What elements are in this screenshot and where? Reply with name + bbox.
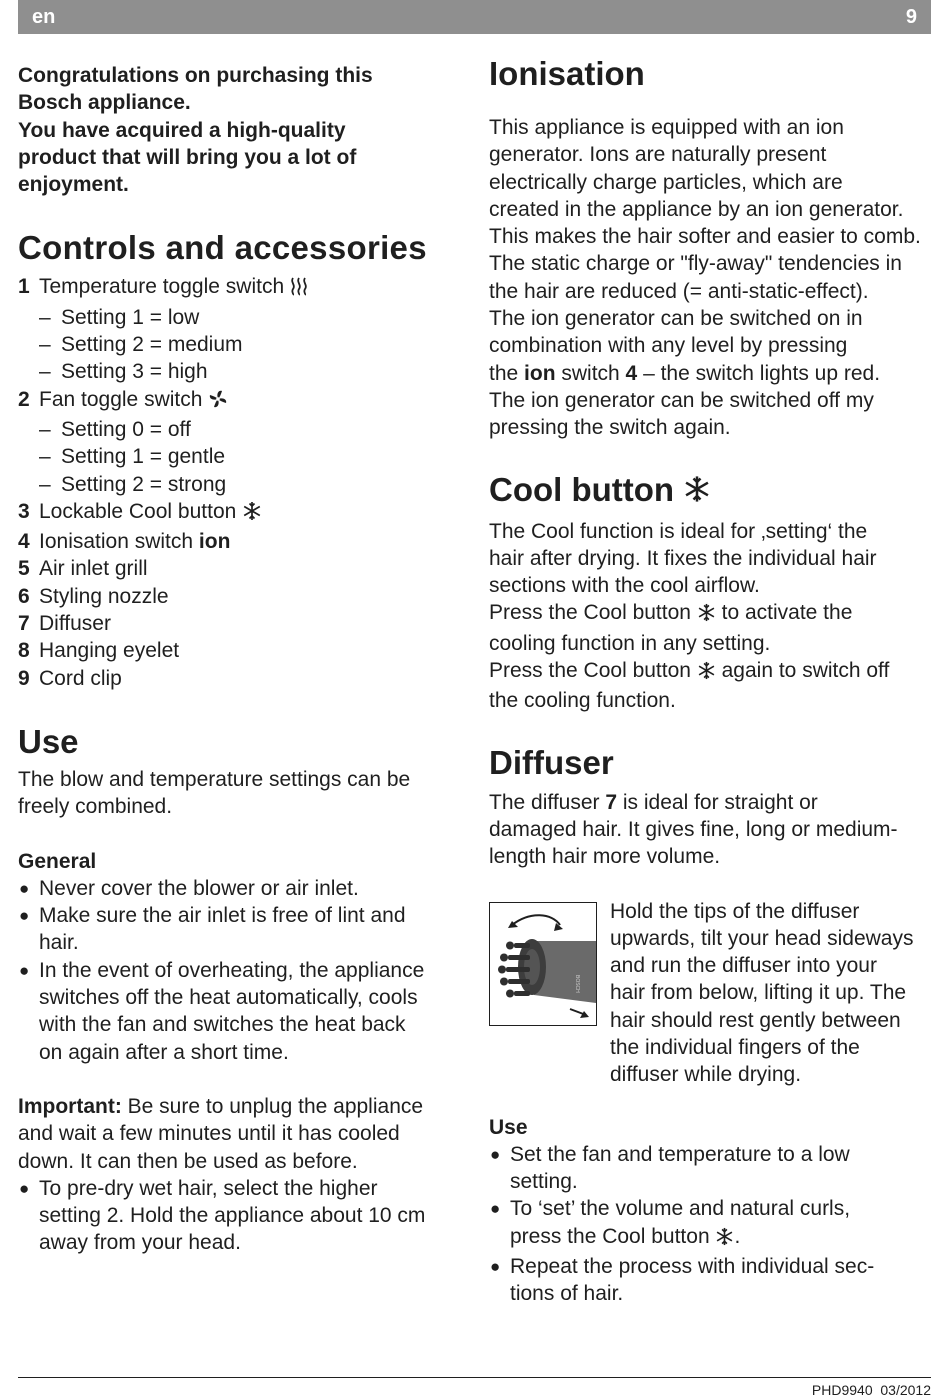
text-line: combination with any level by pressing — [489, 334, 848, 358]
list-item — [489, 1253, 931, 1308]
important-label: Important: — [18, 1094, 122, 1118]
text-line — [18, 1093, 458, 1120]
use-heading: Use — [18, 722, 79, 760]
text-span: . — [734, 1224, 741, 1248]
text-span: Press the Cool button — [489, 659, 697, 683]
item-label: Cord clip — [39, 666, 122, 690]
item-number: 4 — [18, 530, 30, 554]
text-line: away from your head. — [39, 1231, 241, 1255]
text-line: upwards, tilt your head sideways — [610, 926, 914, 950]
text-line: and run the diffuser into your — [610, 954, 877, 978]
text-line: Set the fan and temperature to a low — [510, 1142, 850, 1166]
right-column — [489, 54, 931, 1308]
item-label: Hanging eyelet — [39, 639, 180, 663]
text-line: hair after drying. It fixes the individual hair — [489, 546, 877, 570]
text-line — [489, 657, 931, 687]
cool-paragraph — [489, 518, 931, 715]
text-line: The blow and temperature settings can be — [18, 767, 411, 791]
text-line: tions of hair. — [510, 1282, 624, 1306]
general-heading: General — [18, 849, 97, 873]
text-line: To ‘set’ the volume and natural curls, — [510, 1197, 851, 1221]
ionisation-paragraph — [489, 114, 931, 442]
text-line: pressing the switch again. — [489, 416, 731, 440]
item-number: 1 — [18, 275, 30, 299]
important-paragraph — [18, 1093, 458, 1175]
dash: – — [39, 445, 51, 469]
diffuser-heading: Diffuser — [489, 743, 614, 781]
list-item — [18, 875, 458, 902]
text-span: Press the Cool button — [489, 601, 697, 625]
text-span: Be sure to unplug the appliance — [121, 1094, 424, 1118]
ionisation-heading: Ionisation — [489, 55, 645, 92]
text-line: The ion generator can be switched off my — [489, 388, 874, 412]
heading-text: Cool button — [489, 470, 675, 508]
list-item — [18, 304, 458, 331]
dash: – — [39, 333, 51, 357]
text-line: hair should rest gently between — [610, 1008, 901, 1032]
text-line — [489, 599, 931, 629]
page-number: 9 — [905, 6, 917, 28]
item-number: 6 — [18, 584, 30, 608]
bullet: ● — [19, 1178, 30, 1198]
text-line: Repeat the process with individual sec- — [510, 1255, 875, 1279]
text-line: The static charge or "fly-away" tendencies in — [489, 252, 902, 276]
item-number: 2 — [18, 387, 30, 411]
setting-text: Setting 2 = medium — [61, 333, 243, 357]
ion-label: ion — [198, 530, 231, 554]
text-span: again to switch off — [715, 659, 890, 683]
dash: – — [39, 472, 51, 496]
bullet: ● — [490, 1257, 501, 1277]
item-label: Styling nozzle — [39, 584, 169, 608]
text-line: hair. — [39, 931, 79, 955]
item-number: 3 — [18, 499, 30, 523]
diffuser-paragraph — [489, 789, 931, 871]
snowflake-icon — [697, 660, 716, 687]
dash: – — [39, 360, 51, 384]
setting-text: Setting 0 = off — [61, 417, 191, 441]
ion-label: ion — [524, 361, 556, 385]
item-label: Air inlet grill — [39, 557, 148, 581]
diffuser-illustration — [489, 902, 597, 1026]
snowflake-icon — [697, 602, 716, 629]
intro-line: You have acquired a high-quality — [18, 118, 346, 142]
text-line: switches off the heat automatically, cools — [39, 986, 418, 1010]
bullet: ● — [490, 1199, 501, 1219]
intro-paragraph — [18, 62, 458, 198]
intro-line: Bosch appliance. — [18, 91, 191, 115]
intro-line: enjoyment. — [18, 173, 129, 197]
bullet: ● — [490, 1144, 501, 1164]
list-item — [18, 358, 458, 385]
item-number: 7 — [605, 790, 618, 814]
text-line: and wait a few minutes until it has cooled — [18, 1122, 400, 1146]
text-span: switch — [555, 361, 626, 385]
use-paragraph — [18, 766, 458, 821]
list-item — [18, 498, 458, 528]
brand-text: BOSCH — [574, 974, 580, 993]
controls-list — [18, 273, 458, 691]
dash: – — [39, 417, 51, 441]
text-line — [510, 1223, 931, 1253]
item-label: Ionisation switch — [39, 530, 199, 554]
list-item — [489, 1141, 931, 1196]
text-line: length hair more volume. — [489, 845, 721, 869]
list-item — [18, 416, 458, 443]
item-label: Fan toggle switch — [39, 387, 203, 411]
text-line: This appliance is equipped with an ion — [489, 116, 844, 139]
diffuser-use-heading: Use — [489, 1115, 528, 1139]
text-line: To pre-dry wet hair, select the higher — [39, 1176, 378, 1200]
intro-line: Congratulations on purchasing this — [18, 64, 373, 87]
setting-text: Setting 1 = gentle — [61, 445, 226, 469]
dash: – — [39, 305, 51, 329]
snowflake-icon — [715, 1226, 734, 1253]
snowflake-icon — [242, 501, 262, 528]
text-line — [489, 789, 931, 816]
footer-rule — [18, 1377, 931, 1378]
text-line: cooling function in any setting. — [489, 631, 771, 655]
text-line: with the fan and switches the heat back — [39, 1013, 406, 1037]
text-line: hair from below, lifting it up. The — [610, 981, 907, 1005]
controls-heading: Controls and accessories — [18, 229, 427, 267]
setting-text: Setting 2 = strong — [61, 472, 227, 496]
text-line: setting. — [510, 1170, 578, 1194]
text-line: the hair are reduced (= anti-static-effect). — [489, 279, 869, 303]
text-line: Make sure the air inlet is free of lint and — [39, 904, 406, 928]
item-label: Temperature toggle switch — [39, 275, 285, 299]
item-number: 7 — [18, 612, 30, 636]
list-item — [18, 902, 458, 957]
predry-bullet-list — [18, 1175, 458, 1257]
list-item — [18, 957, 458, 1066]
text-span: is ideal for straight or — [617, 790, 818, 814]
text-span: to activate the — [715, 601, 853, 625]
text-line: down. It can then be used as before. — [18, 1149, 358, 1173]
text-line: electrically charge particles, which are — [489, 170, 843, 194]
list-item — [18, 386, 458, 416]
list-item — [18, 583, 458, 610]
list-item — [18, 665, 458, 692]
text-line: sections with the cool airflow. — [489, 574, 760, 598]
list-item — [18, 443, 458, 470]
left-column — [18, 62, 458, 1257]
text-line: damaged hair. It gives fine, long or medium- — [489, 817, 898, 841]
text-span: the — [489, 361, 525, 385]
setting-text: Setting 1 = low — [61, 305, 200, 329]
fan-icon — [208, 389, 228, 416]
list-item — [18, 610, 458, 637]
snowflake-icon — [683, 472, 711, 512]
list-item — [18, 471, 458, 498]
heat-waves-icon — [290, 276, 308, 303]
diffuser-figure-text — [610, 898, 934, 1089]
text-line: on again after a short time. — [39, 1040, 289, 1064]
setting-text: Setting 3 = high — [61, 360, 208, 384]
footer-model-date: PHD9940 03/2012 — [811, 1382, 931, 1398]
text-line: freely combined. — [18, 795, 173, 819]
bullet: ● — [19, 878, 30, 898]
text-line: Hold the tips of the diffuser — [610, 899, 860, 923]
list-item — [18, 273, 458, 303]
text-line: the individual fingers of the — [610, 1036, 860, 1060]
text-line: The Cool function is ideal for ‚setting‘ the — [489, 519, 868, 543]
text-line: setting 2. Hold the appliance about 10 cm — [39, 1204, 426, 1228]
list-item — [18, 1175, 458, 1257]
diffuser-figure-block — [489, 898, 931, 1087]
list-item — [18, 331, 458, 358]
text-line: created in the appliance by an ion generator. — [489, 197, 904, 221]
list-item — [18, 637, 458, 664]
general-bullet-list — [18, 875, 458, 1066]
text-span: press the Cool button — [510, 1224, 716, 1248]
text-line: In the event of overheating, the appliance — [39, 958, 425, 982]
text-line: Never cover the blower or air inlet. — [39, 876, 359, 900]
text-line — [489, 360, 931, 387]
bullet: ● — [19, 960, 30, 980]
language-code: en — [32, 6, 56, 28]
item-number: 5 — [18, 557, 30, 581]
item-number: 9 — [18, 666, 30, 690]
text-span: The diffuser — [489, 790, 606, 814]
item-number: 4 — [625, 361, 638, 385]
intro-line: product that will bring you a lot of — [18, 145, 357, 169]
cool-button-heading — [489, 470, 931, 512]
text-line: diffuser while drying. — [610, 1063, 802, 1087]
text-line: This makes the hair softer and easier to comb. — [489, 225, 921, 249]
list-item — [18, 528, 458, 555]
text-line: the cooling function. — [489, 689, 676, 713]
text-line: generator. Ions are naturally present — [489, 143, 827, 167]
item-label: Diffuser — [39, 612, 111, 636]
page-header-bar — [18, 0, 931, 34]
item-number: 8 — [18, 639, 30, 663]
list-item — [489, 1195, 931, 1253]
text-line: The ion generator can be switched on in — [489, 307, 863, 331]
diffuser-use-list — [489, 1141, 931, 1308]
list-item — [18, 555, 458, 582]
bullet: ● — [19, 906, 30, 926]
text-span: – the switch lights up red. — [637, 361, 881, 385]
item-label: Lockable Cool button — [39, 499, 237, 523]
